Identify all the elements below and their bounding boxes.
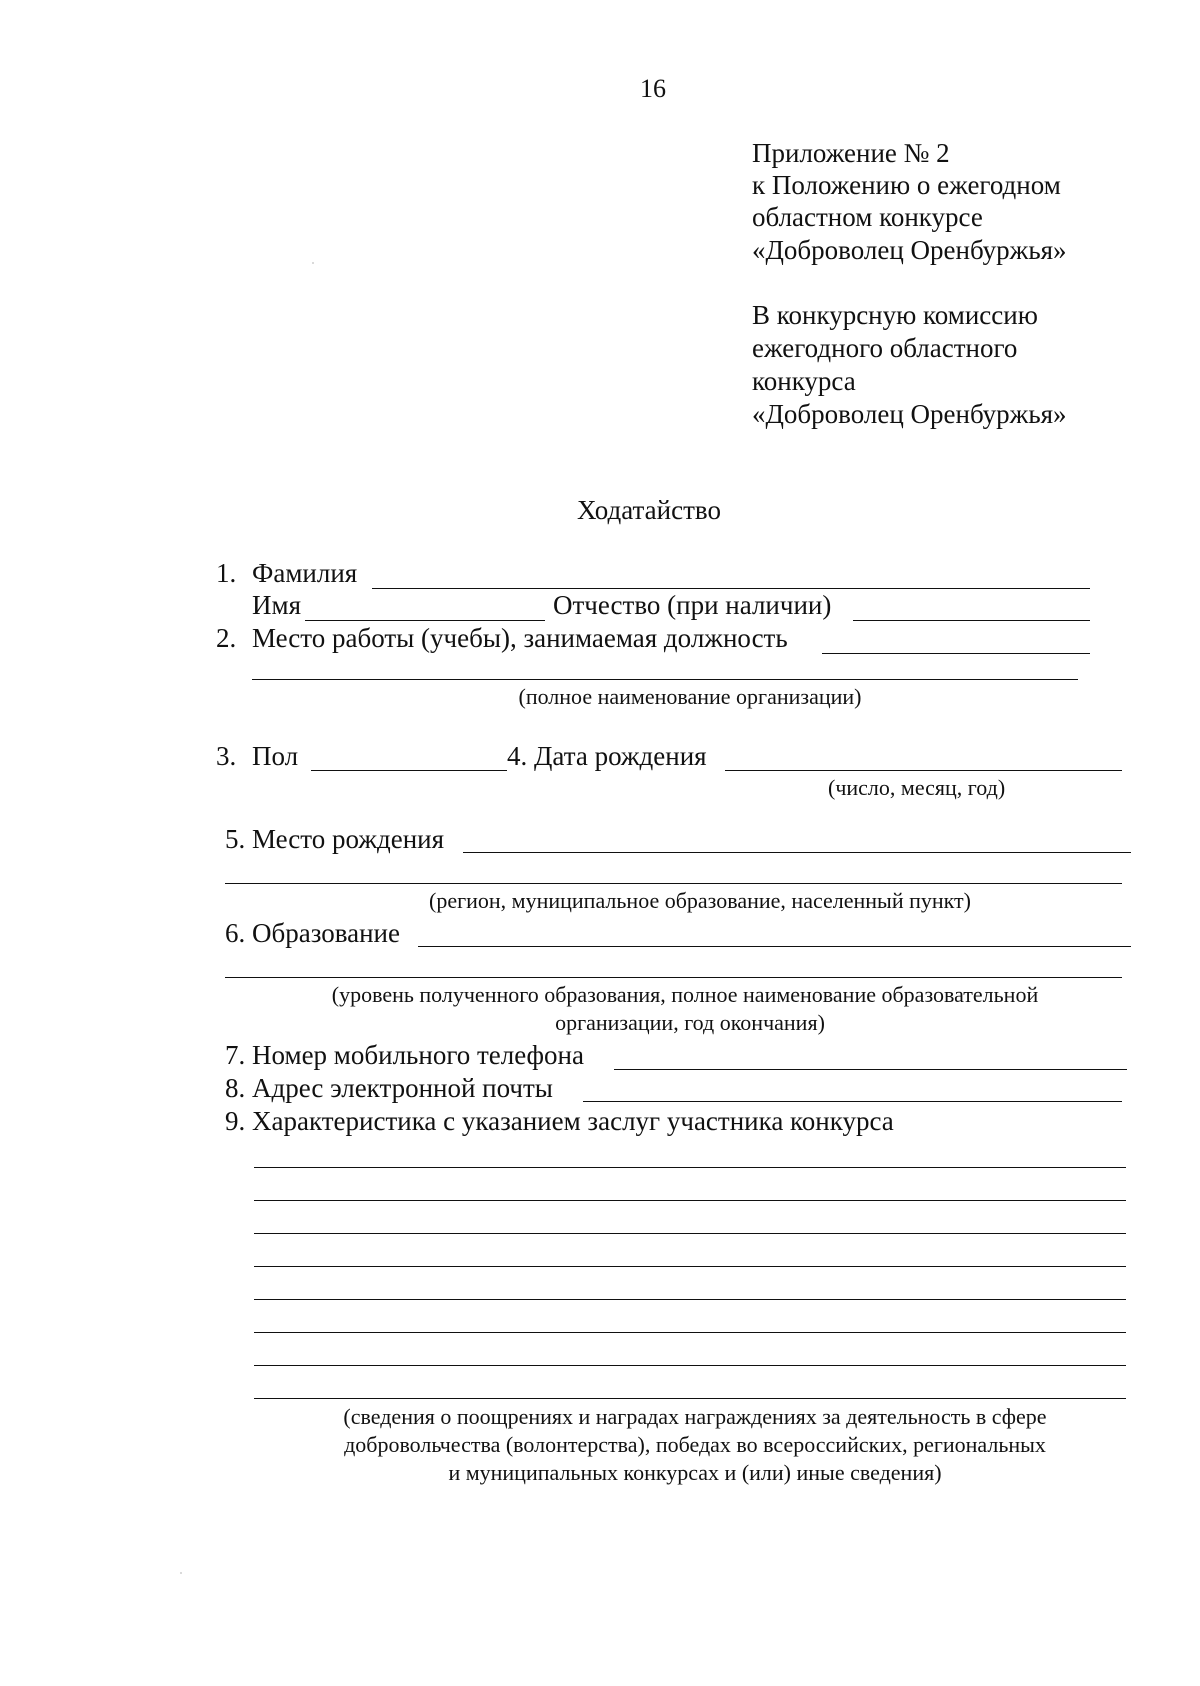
scan-speck bbox=[312, 262, 314, 264]
birthplace-hint: (регион, муниципальное образование, населенный пункт) bbox=[429, 888, 971, 913]
birthplace-input-line[interactable] bbox=[463, 852, 1131, 853]
birth-date-hint: (число, месяц, год) bbox=[828, 775, 1006, 800]
workplace-input-line[interactable] bbox=[822, 653, 1090, 654]
birth-date-input-line[interactable] bbox=[725, 770, 1122, 771]
characteristics-line-7[interactable] bbox=[254, 1365, 1126, 1366]
characteristics-hint-line-3: и муниципальных конкурсах и (или) иные сведения) bbox=[448, 1460, 942, 1485]
characteristics-line-8[interactable] bbox=[254, 1398, 1126, 1399]
education-hint-line-1: (уровень полученного образования, полное наименование образовательной bbox=[331, 982, 1039, 1007]
addressee-line: «Доброволец Оренбуржья» bbox=[752, 399, 1067, 429]
appendix-line: «Доброволец Оренбуржья» bbox=[752, 235, 1067, 265]
addressee-line: ежегодного областного bbox=[752, 333, 1018, 363]
characteristics-label: 9. Характеристика с указанием заслуг участника конкурса bbox=[225, 1106, 894, 1136]
name-label: Имя bbox=[252, 590, 302, 620]
field-3-number: 3. bbox=[216, 741, 237, 771]
field-2-label: Место работы (учебы), занимаемая должность bbox=[252, 623, 788, 653]
education-hint-line-2: организации, год окончания) bbox=[555, 1010, 825, 1035]
field-1-number: 1. bbox=[216, 558, 237, 588]
appendix-line: областном конкурсе bbox=[752, 202, 983, 232]
page-number: 16 bbox=[640, 74, 666, 103]
characteristics-line-1[interactable] bbox=[254, 1167, 1126, 1168]
appendix-line: Приложение № 2 bbox=[752, 138, 950, 168]
gender-input-line[interactable] bbox=[311, 770, 507, 771]
email-label: 8. Адрес электронной почты bbox=[225, 1073, 553, 1103]
characteristics-line-5[interactable] bbox=[254, 1299, 1126, 1300]
characteristics-line-4[interactable] bbox=[254, 1266, 1126, 1267]
characteristics-line-6[interactable] bbox=[254, 1332, 1126, 1333]
characteristics-hint-line-2: добровольчества (волонтерства), победах во всероссийских, региональных bbox=[344, 1432, 1046, 1457]
birth-date-label: 4. Дата рождения bbox=[507, 741, 707, 771]
patronymic-input-line[interactable] bbox=[853, 620, 1090, 621]
field-1-label: Фамилия bbox=[252, 558, 358, 588]
education-label: 6. Образование bbox=[225, 918, 400, 948]
document-title: Ходатайство bbox=[577, 495, 721, 525]
patronymic-label: Отчество (при наличии) bbox=[553, 590, 832, 620]
email-input-line[interactable] bbox=[583, 1101, 1122, 1102]
appendix-line: к Положению о ежегодном bbox=[752, 170, 1061, 200]
scan-speck bbox=[180, 1572, 182, 1574]
name-input-line[interactable] bbox=[305, 620, 545, 621]
organization-hint: (полное наименование организации) bbox=[518, 684, 862, 709]
addressee-line: конкурса bbox=[752, 366, 856, 396]
addressee-line: В конкурсную комиссию bbox=[752, 300, 1038, 330]
characteristics-line-3[interactable] bbox=[254, 1233, 1126, 1234]
birthplace-input-line-2[interactable] bbox=[225, 883, 1122, 884]
phone-label: 7. Номер мобильного телефона bbox=[225, 1040, 584, 1070]
education-input-line-2[interactable] bbox=[225, 977, 1122, 978]
characteristics-line-2[interactable] bbox=[254, 1200, 1126, 1201]
birthplace-label: 5. Место рождения bbox=[225, 824, 445, 854]
field-2-number: 2. bbox=[216, 623, 237, 653]
workplace-input-line-2[interactable] bbox=[252, 679, 1078, 680]
phone-input-line[interactable] bbox=[614, 1069, 1127, 1070]
education-input-line[interactable] bbox=[418, 946, 1131, 947]
characteristics-hint-line-1: (сведения о поощрениях и наградах награждениях за деятельность в сфере bbox=[343, 1404, 1047, 1429]
gender-label: Пол bbox=[252, 741, 299, 771]
